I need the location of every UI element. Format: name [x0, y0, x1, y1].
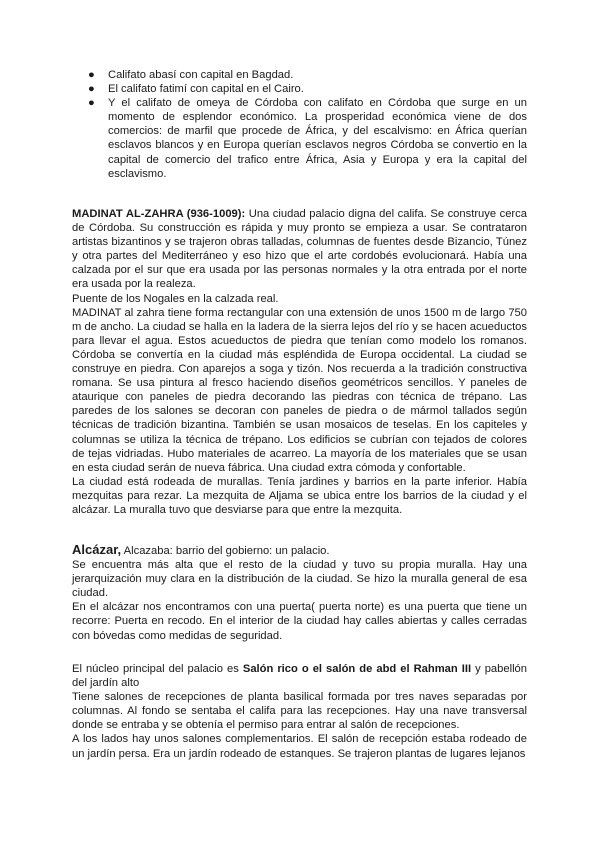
alcazar-section	[72, 543, 527, 643]
salon-lead: El núcleo principal del palacio es	[72, 663, 243, 675]
madinat-description: MADINAT al zahra tiene forma rectangular con una extensión de unos 1500 m de largo 750 m de ancho. La ciudad se halla en la ladera de la sierra lejos del río y se hacen acueductos para llevar el agua. Estos acueductos de piedra que tenían como modelo los romanos. Córdoba se convertía en la ciudad más espléndida de Europa occidental. La ciudad se construye en piedra. Con aparejos a soga y tizón. Nos recuerda a la tradición constructiva romana. Se usa pintura al fresco haciendo diseños geométricos sencillos. Y paneles de ataurique con paneles de piedra decorando las piedras con técnica de trépano. Las paredes de los salones se decoran con paneles de piedra o de mármol tallados según técnicas de tradición bizantina. También se usan mosaicos de teselas. En los capiteles y columnas se utiliza la técnica de trépano. Los edificios se cubrían con tejados de colores de tejas vidriadas. Hubo materiales de acarreo. La mayoría de los materiales que se usan en esta ciudad serán de nueva fábrica. Una ciudad extra cómoda y confortable.	[72, 306, 527, 474]
bullet-icon: ●	[88, 69, 95, 81]
salon-tail: y pabellón del jardín alto	[72, 663, 527, 690]
bullet-icon: ●	[88, 83, 95, 96]
madinat-intro-paragraph	[72, 207, 527, 292]
list-item	[72, 82, 527, 96]
califates-list	[72, 68, 527, 181]
list-item-text: Y el califato de omeya de Córdoba con califato en Córdoba que surge en un momento de esplendor económico. La prosperidad económica viene de dos comercios: de marfil que procede de África, y del escalvismo: en África querían esclavos blancos y en Europa querían esclavos negros Córdoba se convertio en la capital de comercio del trafico entre África, Asia y Europa y era la capital del esclavismo.	[108, 97, 527, 180]
salon-paragraph-2: A los lados hay unos salones complementarios. El salón de recepción estaba rodeado de un jardín persa. Era un jardín rodeado de estanques. Se trajeron plantas de lugares lejanos	[72, 733, 527, 760]
puente-line: Puente de los Nogales en la calzada real.	[72, 292, 279, 305]
bullet-icon: ●	[88, 97, 95, 110]
salon-paragraph-1: Tiene salones de recepciones de planta basilical formada por tres naves separadas por columnas. Al fondo se sentaba el califa para las recepciones. Hay una nave transversal donde se entraba y se obtenía el permiso para entrar al salón de recepciones.	[72, 691, 527, 732]
list-item	[72, 96, 527, 181]
alcazar-heading: Alcázar,	[72, 542, 122, 557]
salon-bold: Salón rico o el salón de abd el Rahman III	[242, 663, 472, 675]
list-item	[72, 68, 527, 82]
alcazar-subtitle: Alcazaba: barrio del gobierno: un palacio.	[121, 545, 330, 557]
madinat-heading: MADINAT AL-ZAHRA (936-1009):	[72, 208, 246, 220]
alcazar-heading-line	[72, 543, 527, 558]
alcazar-paragraph-2: En el alcázar nos encontramos con una puerta( puerta norte) es una puerta que tiene un recorre: Puerta en recodo. En el interior de la ciudad hay calles abiertas y calles cerradas con bóvedas como medidas de seguridad.	[72, 601, 527, 642]
list-item-text: Califato abasí con capital en Bagdad.	[108, 69, 294, 81]
madinat-walls: La ciudad está rodeada de murallas. Tenía jardines y barrios en la parte inferior. Había mezquitas para rezar. La mezquita de Aljama se ubica entre los barrios de la ciudad y el alcázar. La muralla tuvo que desviarse para que entre la mezquita.	[72, 475, 527, 516]
madinat-intro: Una ciudad palacio digna del califa. Se construye cerca de Córdoba. Su construcción es rápida y muy pronto se empieza a usar. Se contrataron artistas bizantinos y se trajeron obras talladas, columnas de fuentes desde Bizancio, Túnez y otra partes del Mediterráneo y eso hizo que el arte cordobés evolucionará. Había una calzada por el sur que era usada por las personas normales y la otra entrada por el norte era usada por la realeza.	[72, 208, 527, 291]
salon-section	[72, 662, 527, 761]
alcazar-paragraph-1: Se encuentra más alta que el resto de la ciudad y tuvo su propia muralla. Hay una jerarquización muy clara en la distribución de la ciudad. Se hizo la muralla general de esa ciudad.	[72, 559, 527, 600]
salon-intro	[72, 662, 527, 690]
list-item-text: El califato fatimí con capital en el Cairo.	[108, 83, 304, 96]
madinat-section	[72, 207, 527, 517]
